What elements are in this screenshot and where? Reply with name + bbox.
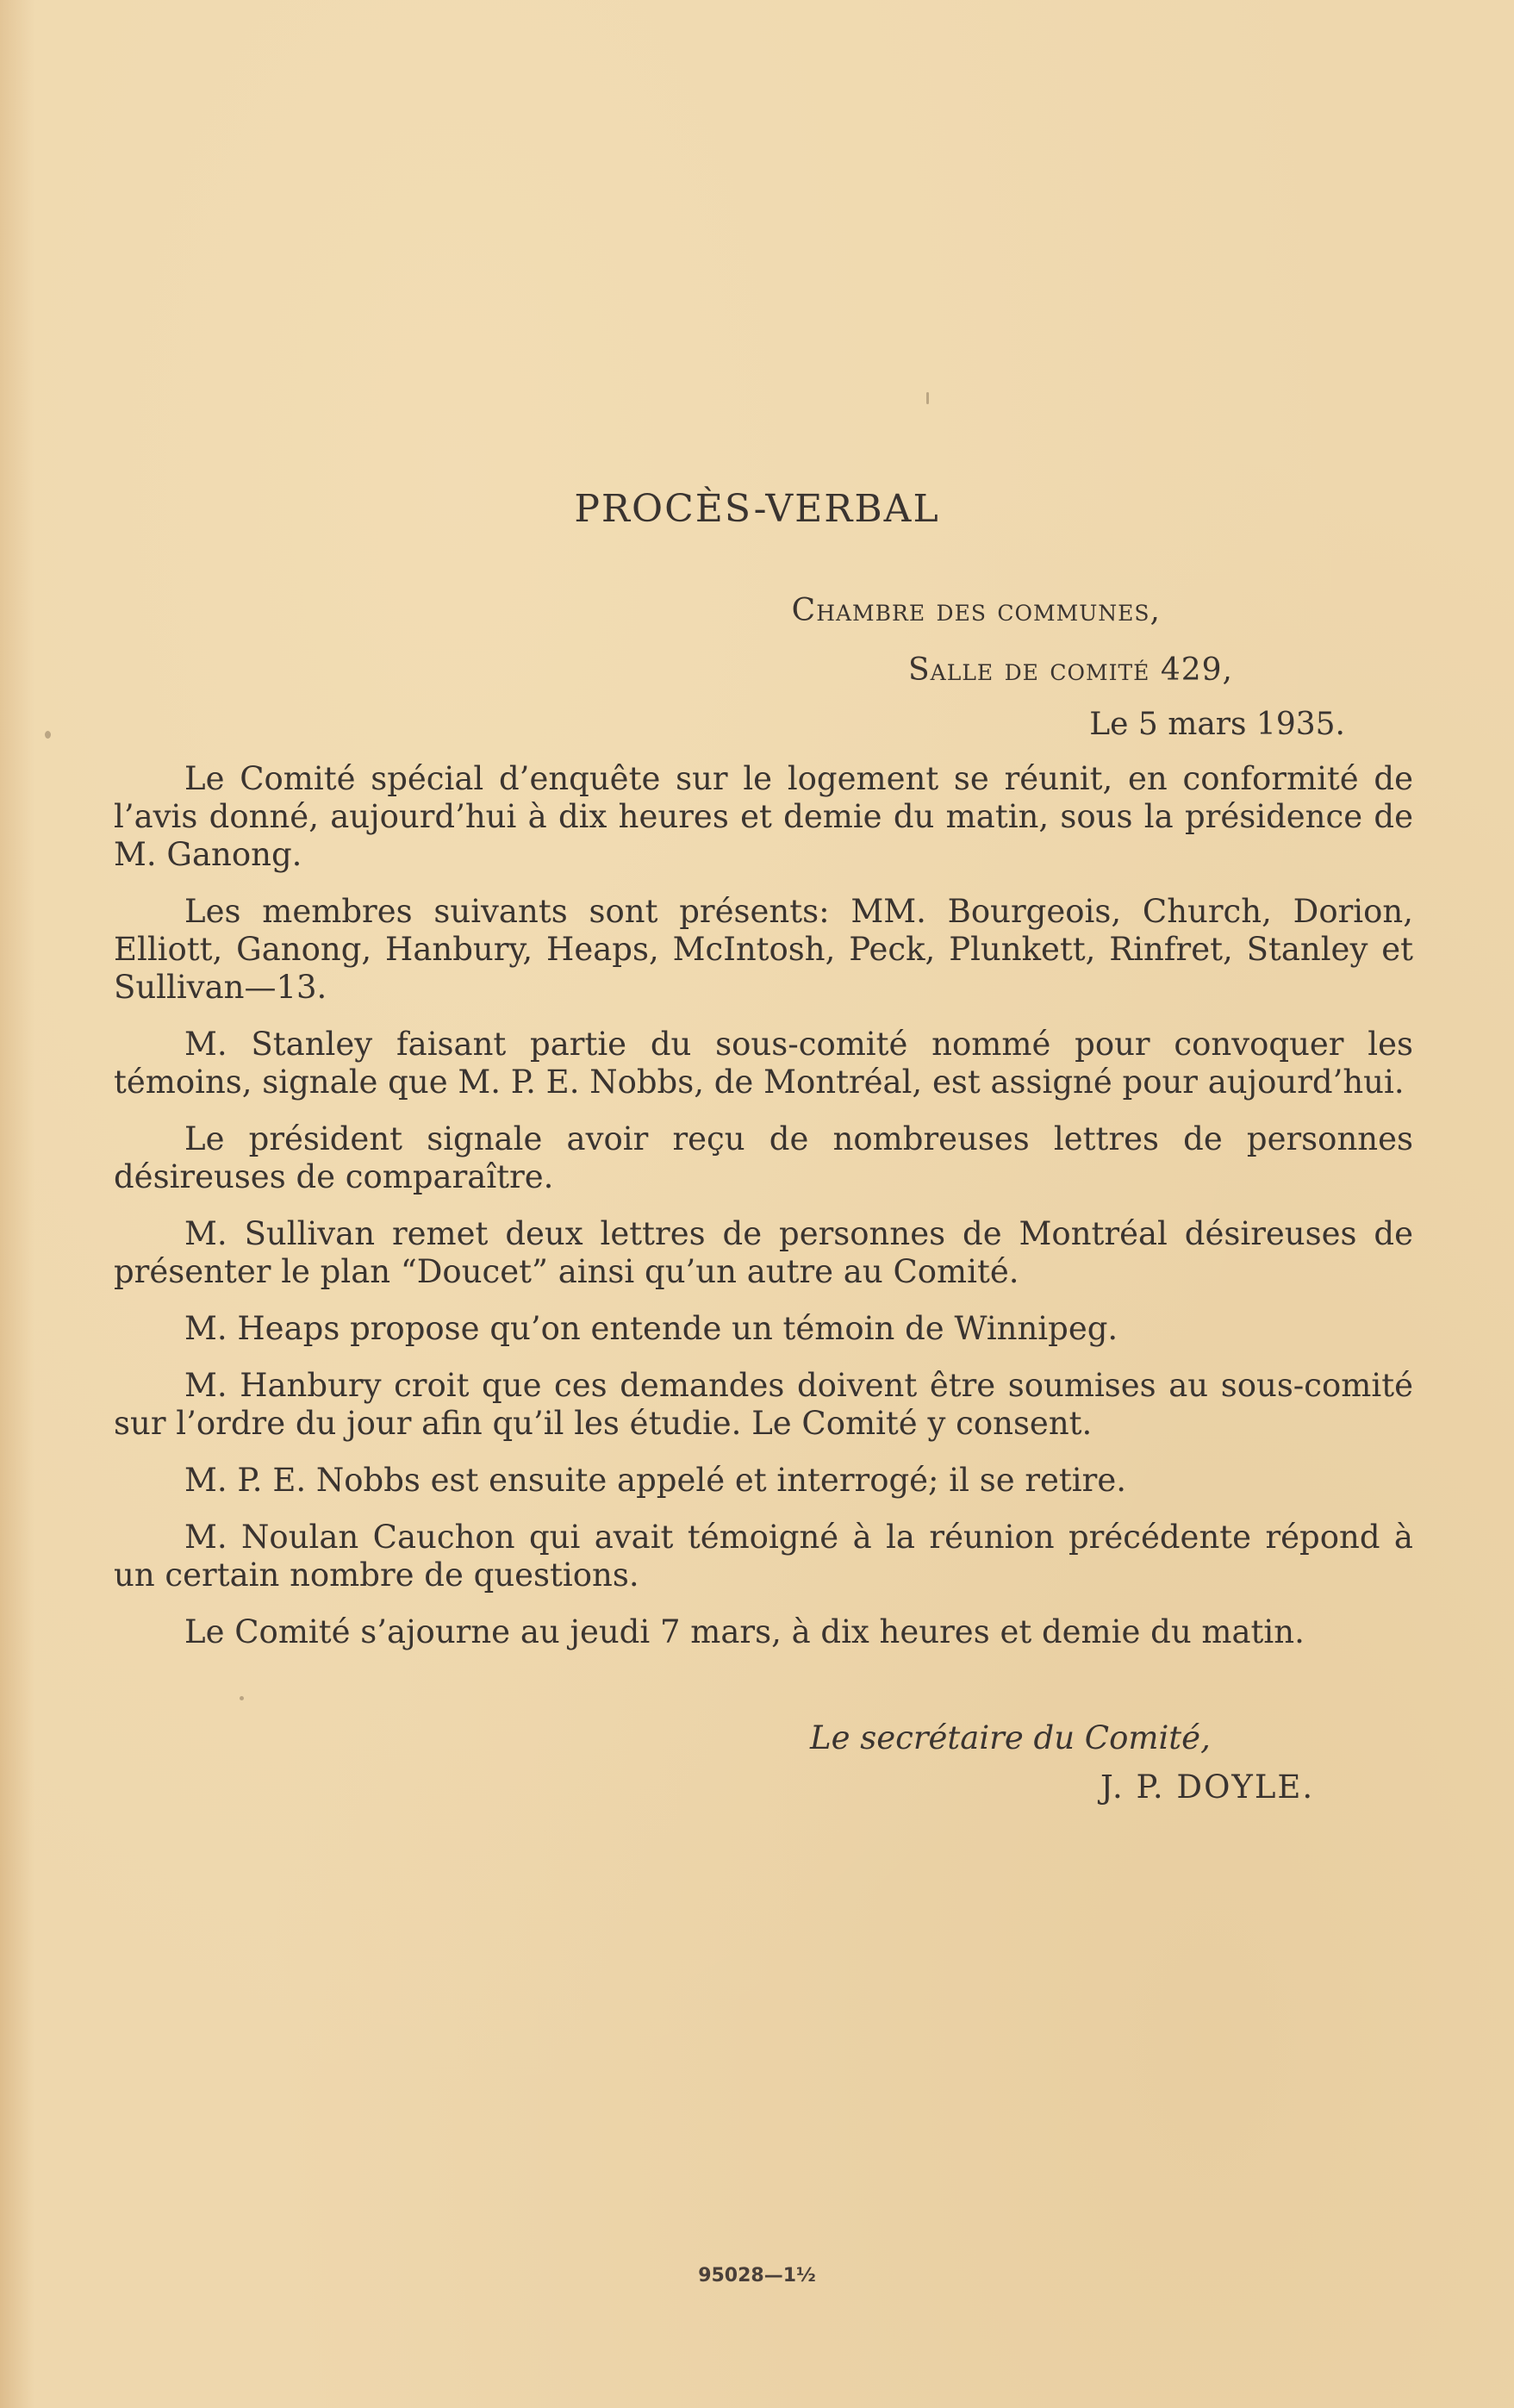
paragraph: Le président signale avoir reçu de nombreuses lettres de personnes désireuses de comparaître. (114, 1120, 1413, 1195)
minutes-body (114, 760, 1413, 1670)
paragraph: M. P. E. Nobbs est ensuite appelé et interrogé; il se retire. (184, 1462, 1126, 1499)
header-chamber: Chambre des communes, (791, 593, 1161, 628)
paragraph: Le Comité s’ajourne au jeudi 7 mars, à dix heures et demie du matin. (184, 1613, 1305, 1650)
paper-speck (240, 1696, 244, 1700)
paragraph: Le Comité spécial d’enquête sur le logement se réunit, en conformité de l’avis donné, aujourd’hui à dix heures et demie du matin, sous la présidence de M. Ganong. (114, 760, 1413, 873)
page-title-text: PROCÈS-VERBAL (574, 487, 940, 531)
footer-code: 95028—1½ (698, 2265, 816, 2286)
page-title (0, 487, 1514, 531)
paper-speck (45, 731, 51, 739)
header-room: Salle de comité 429, (908, 652, 1233, 688)
paper-speck (926, 392, 929, 404)
paragraph: M. Sullivan remet deux lettres de personnes de Montréal désireuses de présenter le plan “Doucet” ainsi qu’un autre au Comité. (114, 1215, 1413, 1290)
paragraph: M. Noulan Cauchon qui avait témoigné à la réunion précédente répond à un certain nombre de questions. (114, 1519, 1413, 1594)
paragraph: M. Stanley faisant partie du sous-comité nommé pour convoquer les témoins, signale que M. P. E. Nobbs, de Montréal, est assigné pour aujourd’hui. (114, 1026, 1413, 1101)
signature-name: J. P. DOYLE. (1100, 1769, 1315, 1806)
paragraph: M. Hanbury croit que ces demandes doivent être soumises au sous-comité sur l’ordre du jour afin qu’il les étudie. Le Comité y consent. (114, 1367, 1413, 1442)
signature-role: Le secrétaire du Comité, (810, 1719, 1211, 1756)
paragraph: Les membres suivants sont présents: MM. Bourgeois, Church, Dorion, Elliott, Ganong, Hanbury, Heaps, McIntosh, Peck, Plunkett, Rinfret, Stanley et Sullivan—13. (114, 893, 1413, 1006)
paragraph: M. Heaps propose qu’on entende un témoin de Winnipeg. (184, 1310, 1118, 1347)
header-date: Le 5 mars 1935. (1089, 707, 1345, 742)
